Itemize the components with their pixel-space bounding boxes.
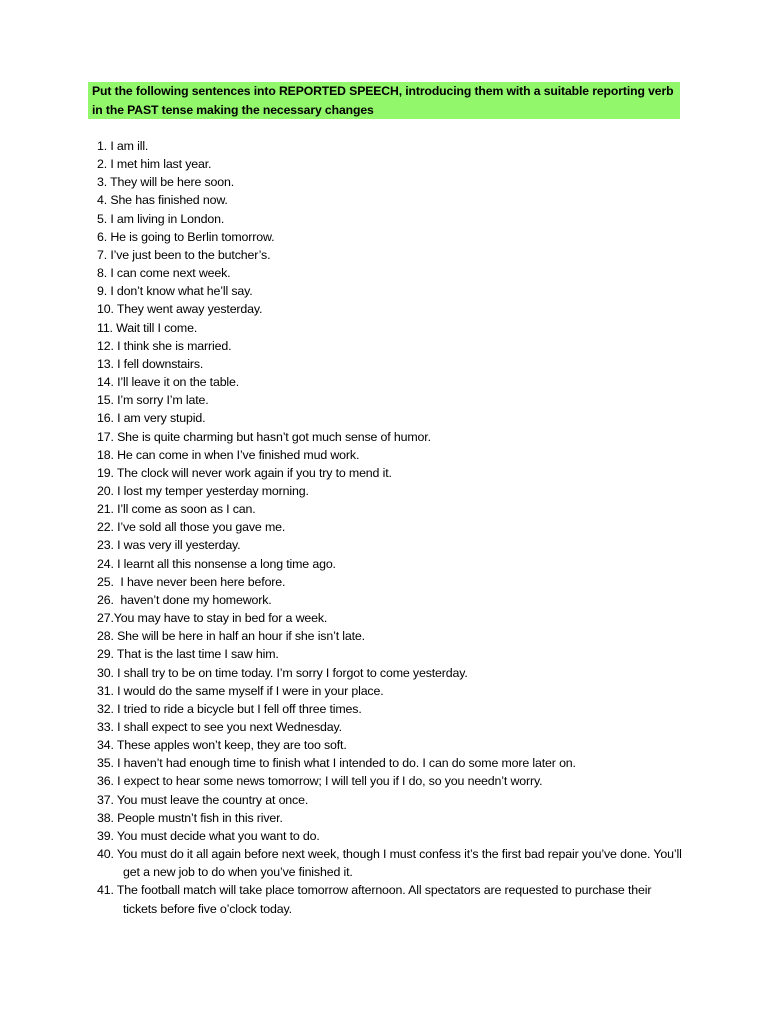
list-item: 38. People mustn’t fish in this river. <box>97 810 283 825</box>
list-item: 12. I think she is married. <box>97 338 232 353</box>
list-item: 10. They went away yesterday. <box>97 302 263 317</box>
list-item: 23. I was very ill yesterday. <box>97 538 241 553</box>
list-item: 39. You must decide what you want to do. <box>97 828 320 843</box>
list-item: 22. I’ve sold all those you gave me. <box>97 520 286 535</box>
list-item: 24. I learnt all this nonsense a long time ago. <box>97 556 336 571</box>
list-item: 5. I am living in London. <box>97 211 225 226</box>
list-item: 9. I don’t know what he’ll say. <box>97 284 253 299</box>
instruction-banner: Put the following sentences into REPORTED SPEECH, introducing them with a suitable reporting verb in the PAST tense making the necessary changes <box>88 82 680 119</box>
list-item: 16. I am very stupid. <box>97 411 206 426</box>
list-item: 30. I shall try to be on time today. I’m sorry I forgot to come yesterday. <box>97 665 468 680</box>
list-item: 13. I fell downstairs. <box>97 356 204 371</box>
list-item: 40. You must do it all again before next week, though I must confess it’s the first bad repair you’ve done. You’ll get a new job to do when you’ve finished it. <box>97 847 682 880</box>
list-item: 8. I can come next week. <box>97 266 231 281</box>
list-item: 32. I tried to ride a bicycle but I fell off three times. <box>97 701 362 716</box>
list-item: 6. He is going to Berlin tomorrow. <box>97 229 275 244</box>
list-item: 21. I’ll come as soon as I can. <box>97 502 256 517</box>
list-item: 34. These apples won’t keep, they are too soft. <box>97 738 347 753</box>
list-item: 19. The clock will never work again if you try to mend it. <box>97 465 392 480</box>
list-item: 29. That is the last time I saw him. <box>97 647 279 662</box>
list-item: 33. I shall expect to see you next Wednesday. <box>97 720 342 734</box>
list-item: 31. I would do the same myself if I were in your place. <box>97 683 384 698</box>
sentence-list <box>97 137 687 918</box>
list-item: 27.You may have to stay in bed for a week. <box>97 611 328 626</box>
list-item: 15. I’m sorry I’m late. <box>97 393 209 408</box>
list-item: 3. They will be here soon. <box>97 175 235 190</box>
list-item: 36. I expect to hear some news tomorrow; I will tell you if I do, so you needn’t worry. <box>97 774 543 789</box>
list-item: 17. She is quite charming but hasn’t got much sense of humor. <box>97 429 431 444</box>
list-item: 2. I met him last year. <box>97 157 212 172</box>
list-item: 4. She has finished now. <box>97 193 228 208</box>
list-item: 14. I’ll leave it on the table. <box>97 375 240 390</box>
list-item: 18. He can come in when I’ve finished mud work. <box>97 447 360 462</box>
list-item: 37. You must leave the country at once. <box>97 792 309 807</box>
list-item: 35. I haven’t had enough time to finish what I intended to do. I can do some more later on. <box>97 756 576 771</box>
list-item: 26. haven’t done my homework. <box>97 592 272 607</box>
list-item: 11. Wait till I come. <box>97 320 198 335</box>
list-item: 7. I’ve just been to the butcher’s. <box>97 247 271 262</box>
list-item: 41. The football match will take place tomorrow afternoon. All spectators are requested to purchase their tickets before five o’clock today. <box>97 883 652 916</box>
list-item: 1. I am ill. <box>97 139 149 153</box>
list-item: 20. I lost my temper yesterday morning. <box>97 483 309 498</box>
list-item: 28. She will be here in half an hour if she isn’t late. <box>97 629 365 644</box>
list-item: 25. I have never been here before. <box>97 574 286 589</box>
